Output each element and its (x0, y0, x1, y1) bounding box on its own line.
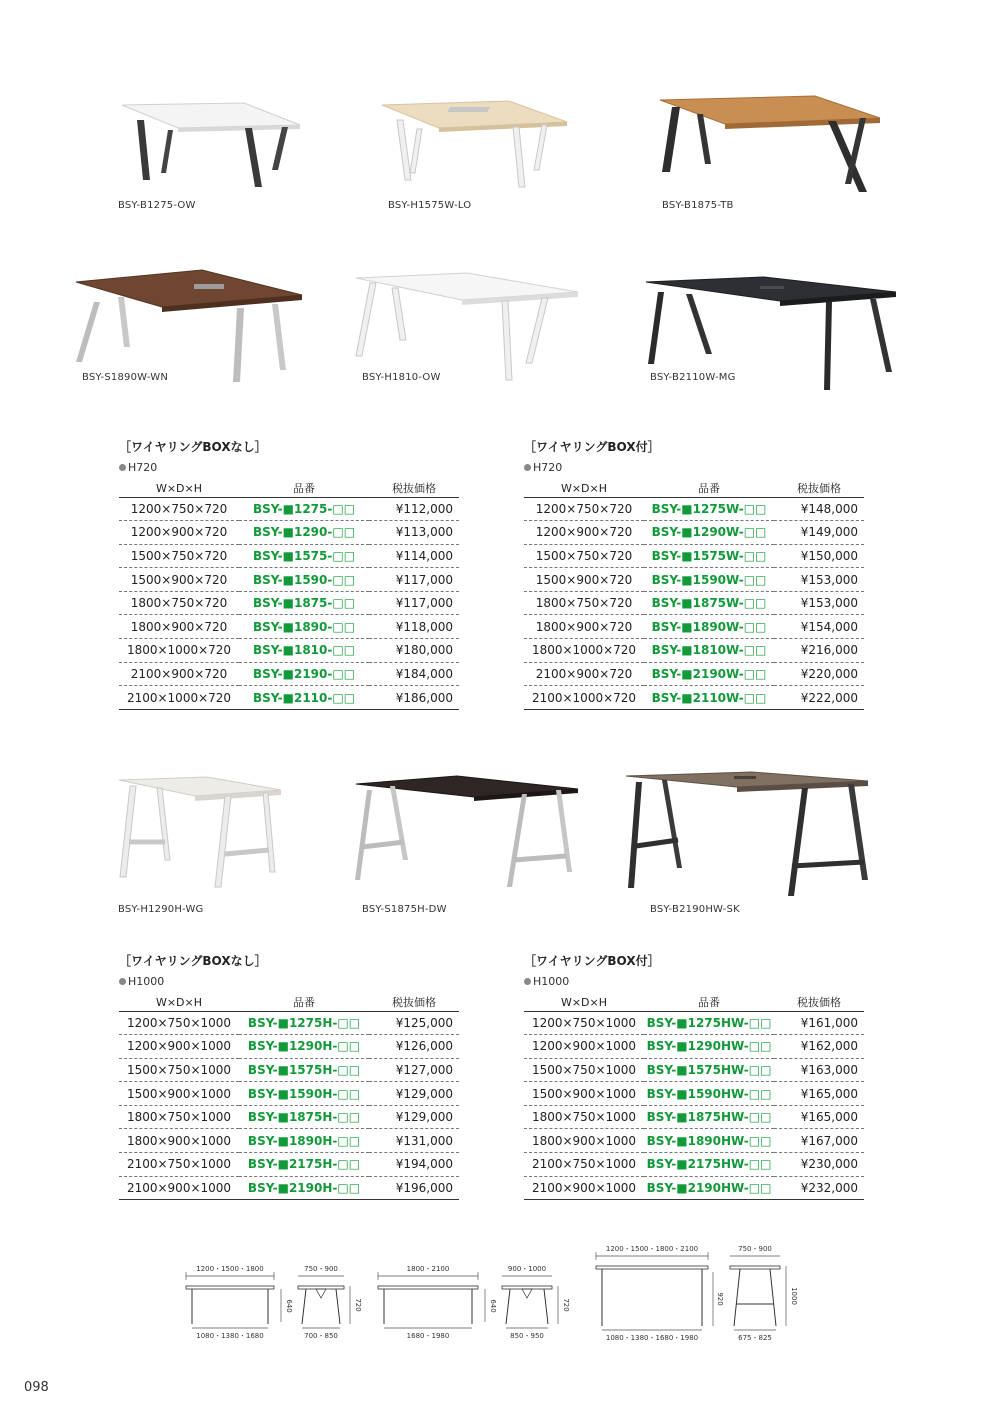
bullet-icon (119, 978, 126, 985)
price-cell: ¥131,000 (369, 1129, 459, 1153)
price-cell: ¥194,000 (369, 1153, 459, 1177)
table-row (524, 662, 864, 686)
product-photo-bsy-h1290h-wg (115, 772, 285, 892)
product-photo-bsy-b1275-ow (110, 95, 310, 195)
code-cell: BSY-■1810W-□□ (644, 639, 774, 663)
spec-title: ［ワイヤリングBOX付］ (524, 440, 660, 454)
code-cell: BSY-■1890-□□ (239, 615, 369, 639)
code-cell: BSY-■2190H-□□ (239, 1176, 369, 1200)
dim-cell: 2100×900×720 (524, 662, 644, 686)
table-row (524, 615, 864, 639)
col-header-price: 税抜価格 (369, 994, 459, 1011)
dim-height-label: 920 (716, 1292, 724, 1306)
price-cell: ¥154,000 (774, 615, 864, 639)
code-cell: BSY-■1875W-□□ (644, 591, 774, 615)
spec-height: H1000 (119, 975, 459, 988)
dim-cell: 2100×900×1000 (524, 1176, 644, 1200)
table-row (119, 686, 459, 710)
col-header-code: 品番 (239, 994, 369, 1011)
table-row (524, 1035, 864, 1059)
dim-cell: 2100×750×1000 (119, 1153, 239, 1177)
col-header-dim: W×D×H (524, 480, 644, 497)
dim-cell: 1500×900×1000 (119, 1082, 239, 1106)
code-cell: BSY-■1290-□□ (239, 521, 369, 545)
dim-cell: 1500×750×1000 (524, 1058, 644, 1082)
table-row (119, 568, 459, 592)
table-row (524, 497, 864, 521)
price-cell: ¥127,000 (369, 1058, 459, 1082)
price-cell: ¥112,000 (369, 497, 459, 521)
table-row (119, 639, 459, 663)
table-row (119, 544, 459, 568)
code-cell: BSY-■1890W-□□ (644, 615, 774, 639)
code-cell: BSY-■1890HW-□□ (644, 1129, 774, 1153)
dim-cell: 1500×900×720 (119, 568, 239, 592)
dim-cell: 1800×750×720 (119, 591, 239, 615)
table-row (524, 521, 864, 545)
code-cell: BSY-■1890H-□□ (239, 1129, 369, 1153)
col-header-dim: W×D×H (524, 994, 644, 1011)
spec-table-h1000-box (524, 952, 864, 1200)
table-row (119, 1082, 459, 1106)
dim-top-label: 1200・1500・1800 (196, 1265, 264, 1273)
dim-bottom-label: 1080・1380・1680 (196, 1332, 264, 1340)
price-cell: ¥153,000 (774, 591, 864, 615)
product-photo-bsy-s1890w-wn (72, 262, 307, 387)
col-header-code: 品番 (239, 480, 369, 497)
spec-table-h1000-no-box (119, 952, 459, 1200)
spec-table-h720-box (524, 438, 864, 710)
table-row (524, 544, 864, 568)
product-photo-bsy-b2190hw-sk (622, 768, 872, 898)
dim-cell: 1800×750×720 (524, 591, 644, 615)
price-cell: ¥129,000 (369, 1105, 459, 1129)
dim-cell: 1200×900×720 (524, 521, 644, 545)
table-row (524, 568, 864, 592)
price-cell: ¥129,000 (369, 1082, 459, 1106)
dim-top-label: 1200・1500・1800・2100 (605, 1245, 699, 1253)
spec-height: H720 (524, 461, 864, 474)
table-row (119, 1035, 459, 1059)
price-table (119, 994, 459, 1200)
col-header-dim: W×D×H (119, 994, 239, 1011)
code-cell: BSY-■1810-□□ (239, 639, 369, 663)
table-row (524, 1105, 864, 1129)
price-cell: ¥180,000 (369, 639, 459, 663)
price-table (524, 480, 864, 710)
code-cell: BSY-■1275H-□□ (239, 1011, 369, 1035)
table-row (119, 1058, 459, 1082)
code-cell: BSY-■1575-□□ (239, 544, 369, 568)
dim-cell: 2100×750×1000 (524, 1153, 644, 1177)
code-cell: BSY-■2110W-□□ (644, 686, 774, 710)
dim-cell: 1800×1000×720 (524, 639, 644, 663)
dim-cell: 1800×900×1000 (524, 1129, 644, 1153)
dim-top-label: 900・1000 (507, 1265, 547, 1273)
table-row (119, 1129, 459, 1153)
table-row (119, 1105, 459, 1129)
code-cell: BSY-■2190W-□□ (644, 662, 774, 686)
col-header-price: 税抜価格 (369, 480, 459, 497)
dimension-diagram-side-720-wide (496, 1262, 572, 1344)
dim-cell: 1200×750×720 (119, 497, 239, 521)
dim-cell: 2100×900×1000 (119, 1176, 239, 1200)
dim-bottom-label: 675・825 (738, 1334, 772, 1342)
code-cell: BSY-■1275W-□□ (644, 497, 774, 521)
price-cell: ¥165,000 (774, 1082, 864, 1106)
price-cell: ¥222,000 (774, 686, 864, 710)
dim-cell: 1800×900×720 (119, 615, 239, 639)
dim-height-label: 640 (285, 1299, 293, 1313)
product-caption: BSY-B1275-OW (118, 200, 196, 211)
col-header-price: 税抜価格 (774, 480, 864, 497)
bullet-icon (119, 464, 126, 471)
table-row (119, 1153, 459, 1177)
dim-cell: 2100×1000×720 (524, 686, 644, 710)
code-cell: BSY-■1590HW-□□ (644, 1082, 774, 1106)
col-header-dim: W×D×H (119, 480, 239, 497)
code-cell: BSY-■1875H-□□ (239, 1105, 369, 1129)
product-caption: BSY-H1810-OW (362, 372, 441, 383)
table-row (524, 1176, 864, 1200)
spec-title: ［ワイヤリングBOX付］ (524, 954, 660, 968)
price-cell: ¥186,000 (369, 686, 459, 710)
code-cell: BSY-■2175HW-□□ (644, 1153, 774, 1177)
product-caption: BSY-B1875-TB (662, 200, 734, 211)
dimension-diagram-side-1000 (724, 1242, 804, 1346)
dim-cell: 1200×900×720 (119, 521, 239, 545)
col-header-code: 品番 (644, 480, 774, 497)
code-cell: BSY-■1290W-□□ (644, 521, 774, 545)
dimension-diagram-side-720 (292, 1262, 364, 1344)
code-cell: BSY-■2190-□□ (239, 662, 369, 686)
bullet-icon (524, 464, 531, 471)
dim-top-label: 1800・2100 (406, 1265, 450, 1273)
dimension-diagram-front-1000 (590, 1242, 722, 1346)
dim-cell: 1200×900×1000 (119, 1035, 239, 1059)
table-row (524, 686, 864, 710)
table-row (119, 615, 459, 639)
table-row (524, 591, 864, 615)
page-number: 098 (24, 1380, 49, 1395)
dim-cell: 1800×900×1000 (119, 1129, 239, 1153)
dim-cell: 1800×900×720 (524, 615, 644, 639)
table-row (119, 497, 459, 521)
price-cell: ¥216,000 (774, 639, 864, 663)
product-caption: BSY-S1890W-WN (82, 372, 169, 383)
price-cell: ¥117,000 (369, 568, 459, 592)
code-cell: BSY-■1575HW-□□ (644, 1058, 774, 1082)
code-cell: BSY-■1590-□□ (239, 568, 369, 592)
table-row (524, 639, 864, 663)
code-cell: BSY-■2190HW-□□ (644, 1176, 774, 1200)
price-cell: ¥150,000 (774, 544, 864, 568)
product-caption: BSY-H1575W-LO (388, 200, 472, 211)
product-photo-bsy-h1810-ow (352, 268, 582, 383)
price-cell: ¥162,000 (774, 1035, 864, 1059)
price-cell: ¥165,000 (774, 1105, 864, 1129)
code-cell: BSY-■2110-□□ (239, 686, 369, 710)
spec-table-h720-no-box (119, 438, 459, 710)
product-caption: BSY-B2110W-MG (650, 372, 736, 383)
dim-cell: 1200×900×1000 (524, 1035, 644, 1059)
price-table (119, 480, 459, 710)
product-photo-bsy-b1875-tb (655, 92, 885, 197)
dim-height-label: 720 (562, 1298, 570, 1312)
product-photo-bsy-h1575w-lo (377, 95, 577, 195)
product-photo-bsy-s1875h-dw (352, 772, 582, 892)
dim-cell: 1800×1000×720 (119, 639, 239, 663)
dim-cell: 2100×900×720 (119, 662, 239, 686)
spec-height: H720 (119, 461, 459, 474)
price-cell: ¥167,000 (774, 1129, 864, 1153)
price-cell: ¥230,000 (774, 1153, 864, 1177)
dim-top-label: 750・900 (304, 1265, 338, 1273)
price-cell: ¥118,000 (369, 615, 459, 639)
code-cell: BSY-■1875HW-□□ (644, 1105, 774, 1129)
price-cell: ¥232,000 (774, 1176, 864, 1200)
dim-height-label: 1000 (790, 1287, 798, 1305)
table-row (524, 1011, 864, 1035)
table-row (524, 1082, 864, 1106)
dim-cell: 1500×750×720 (524, 544, 644, 568)
table-row (119, 662, 459, 686)
code-cell: BSY-■1575H-□□ (239, 1058, 369, 1082)
price-cell: ¥114,000 (369, 544, 459, 568)
code-cell: BSY-■1590H-□□ (239, 1082, 369, 1106)
code-cell: BSY-■1275-□□ (239, 497, 369, 521)
code-cell: BSY-■1290HW-□□ (644, 1035, 774, 1059)
price-cell: ¥184,000 (369, 662, 459, 686)
price-cell: ¥149,000 (774, 521, 864, 545)
spec-title: ［ワイヤリングBOXなし］ (119, 954, 267, 968)
dim-cell: 2100×1000×720 (119, 686, 239, 710)
price-cell: ¥220,000 (774, 662, 864, 686)
code-cell: BSY-■1875-□□ (239, 591, 369, 615)
col-header-code: 品番 (644, 994, 774, 1011)
dim-cell: 1500×900×1000 (524, 1082, 644, 1106)
dim-top-label: 750・900 (738, 1245, 772, 1253)
price-cell: ¥161,000 (774, 1011, 864, 1035)
product-caption: BSY-S1875H-DW (362, 904, 447, 915)
table-row (524, 1129, 864, 1153)
bullet-icon (524, 978, 531, 985)
spec-title: ［ワイヤリングBOXなし］ (119, 440, 267, 454)
dim-height-label: 720 (354, 1298, 362, 1312)
table-row (119, 521, 459, 545)
table-row (524, 1058, 864, 1082)
product-caption: BSY-H1290H-WG (118, 904, 204, 915)
price-cell: ¥148,000 (774, 497, 864, 521)
dim-cell: 1800×750×1000 (119, 1105, 239, 1129)
dim-bottom-label: 700・850 (304, 1332, 338, 1340)
dim-bottom-label: 850・950 (510, 1332, 544, 1340)
dim-cell: 1500×750×720 (119, 544, 239, 568)
code-cell: BSY-■2175H-□□ (239, 1153, 369, 1177)
dimension-diagram-front-720-wide (372, 1262, 484, 1344)
table-row (524, 1153, 864, 1177)
code-cell: BSY-■1590W-□□ (644, 568, 774, 592)
dimension-diagram-front-720 (180, 1262, 280, 1344)
dim-cell: 1500×750×1000 (119, 1058, 239, 1082)
code-cell: BSY-■1575W-□□ (644, 544, 774, 568)
spec-height: H1000 (524, 975, 864, 988)
price-cell: ¥125,000 (369, 1011, 459, 1035)
price-cell: ¥196,000 (369, 1176, 459, 1200)
table-row (119, 591, 459, 615)
dim-cell: 1200×750×1000 (524, 1011, 644, 1035)
table-row (119, 1176, 459, 1200)
code-cell: BSY-■1290H-□□ (239, 1035, 369, 1059)
dim-height-label: 640 (489, 1299, 497, 1313)
price-cell: ¥113,000 (369, 521, 459, 545)
dim-cell: 1200×750×1000 (119, 1011, 239, 1035)
code-cell: BSY-■1275HW-□□ (644, 1011, 774, 1035)
price-cell: ¥117,000 (369, 591, 459, 615)
price-table (524, 994, 864, 1200)
dim-bottom-label: 1080・1380・1680・1980 (605, 1334, 699, 1342)
dim-cell: 1500×900×720 (524, 568, 644, 592)
col-header-price: 税抜価格 (774, 994, 864, 1011)
dim-cell: 1800×750×1000 (524, 1105, 644, 1129)
price-cell: ¥126,000 (369, 1035, 459, 1059)
price-cell: ¥153,000 (774, 568, 864, 592)
table-row (119, 1011, 459, 1035)
dim-cell: 1200×750×720 (524, 497, 644, 521)
price-cell: ¥163,000 (774, 1058, 864, 1082)
dim-bottom-label: 1680・1980 (406, 1332, 450, 1340)
product-caption: BSY-B2190HW-SK (650, 904, 740, 915)
